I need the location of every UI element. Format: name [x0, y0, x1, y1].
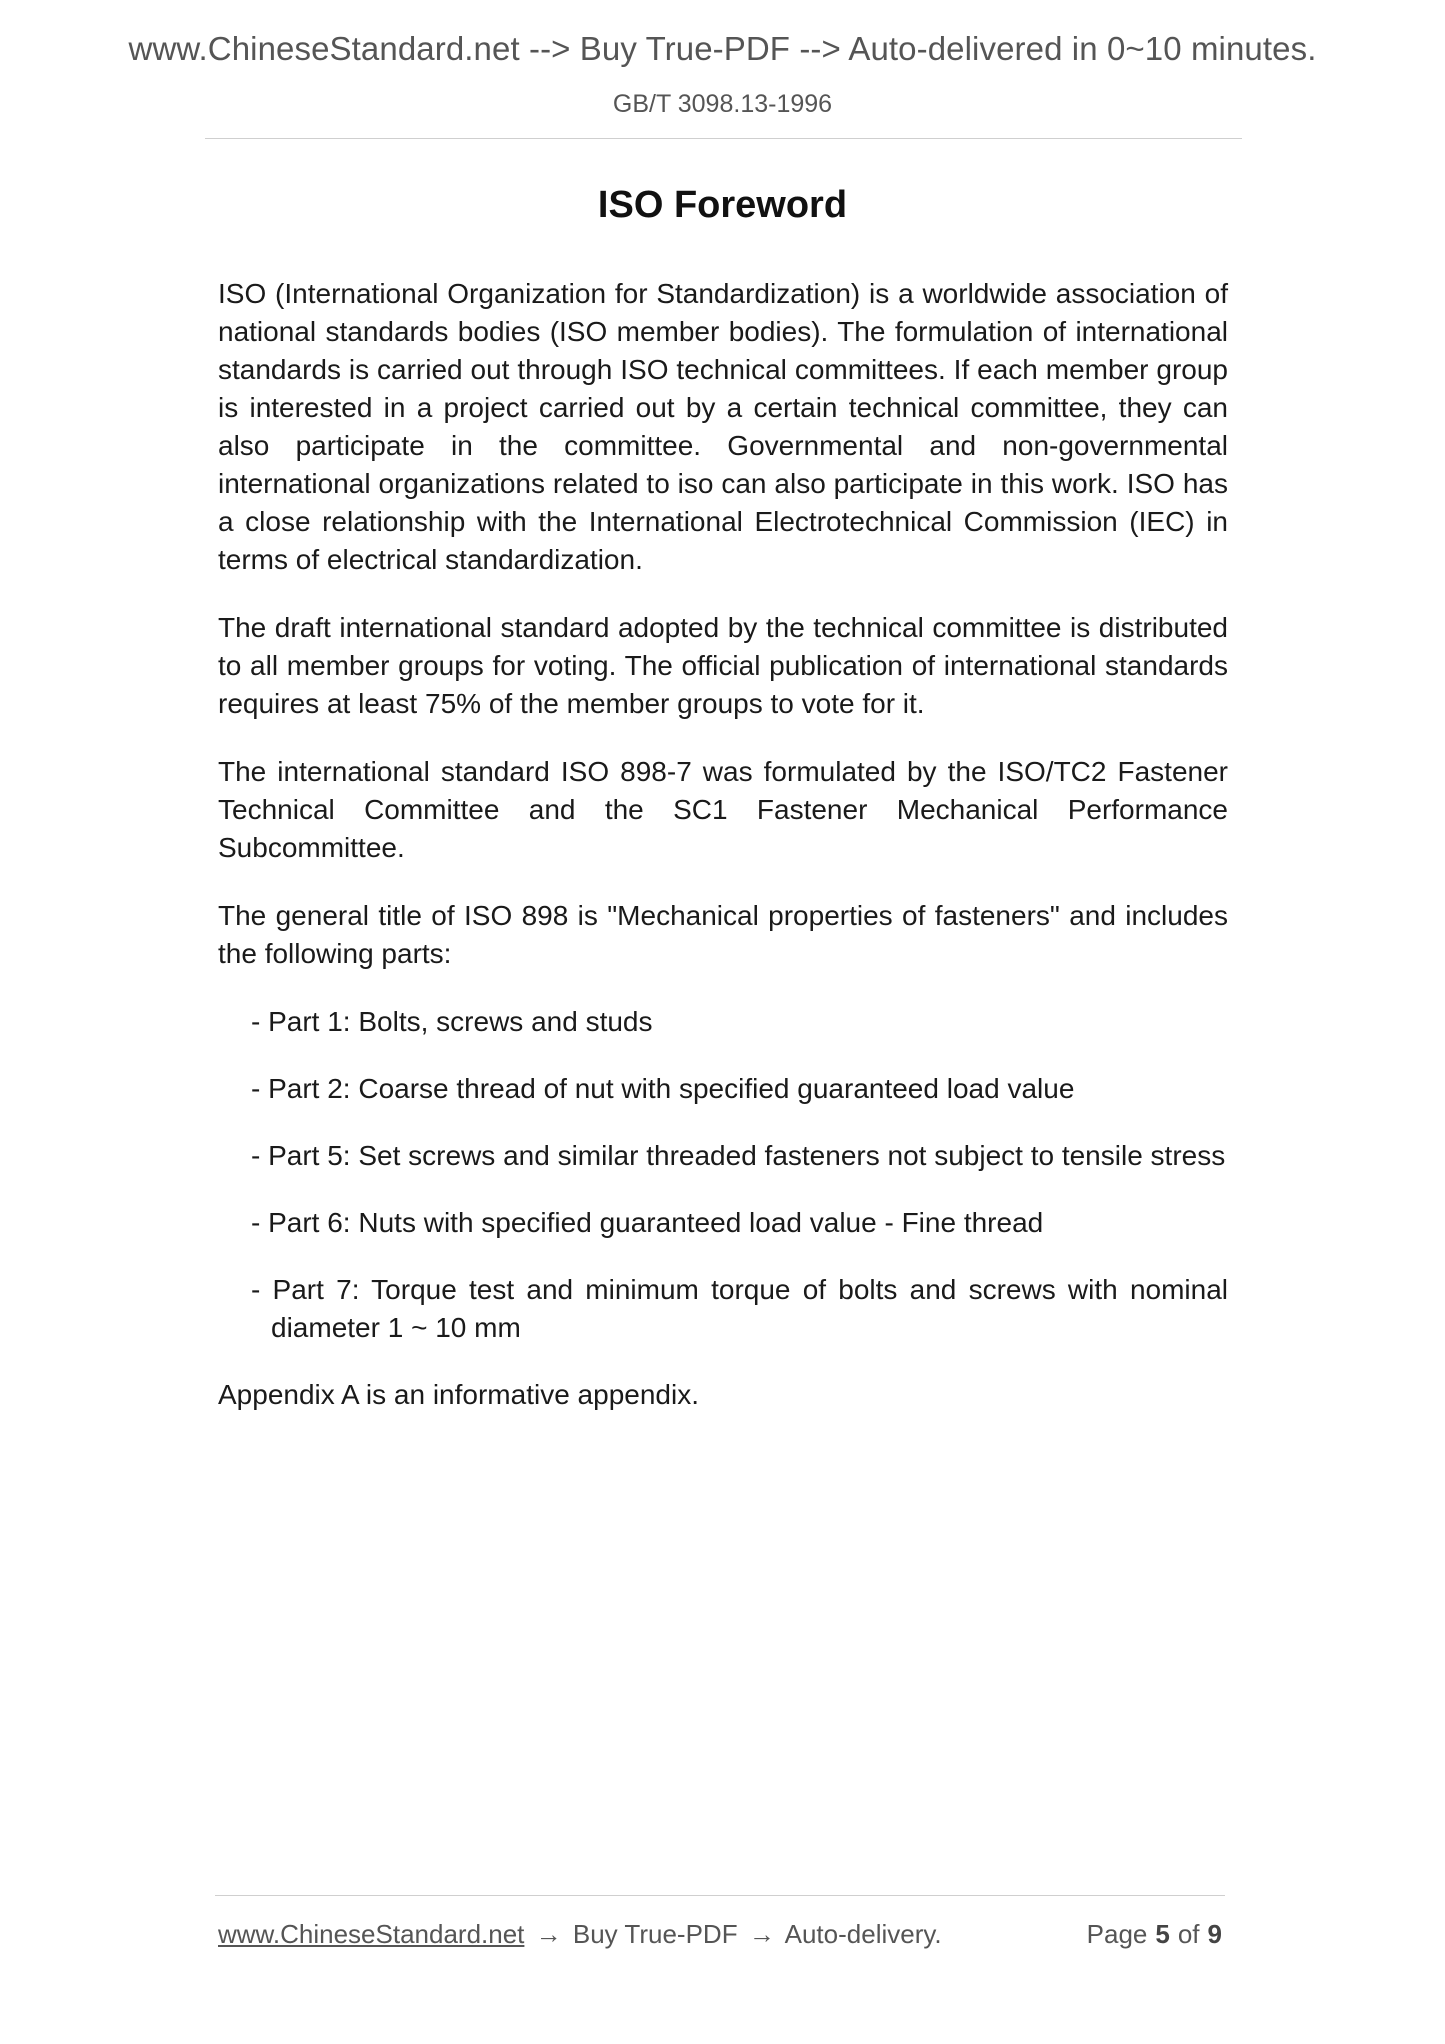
list-item-part-7: - Part 7: Torque test and minimum torque of bolts and screws with nominal diameter 1 ~ 10 mm [251, 1274, 1228, 1343]
document-body [218, 275, 1228, 1444]
paragraph-voting: The draft international standard adopted by the technical committee is distributed to all member groups for voting. The official publication of international standards requires at least 75% of the member groups to vote for it. [218, 612, 1228, 719]
list-item-part-2: - Part 2: Coarse thread of nut with specified guaranteed load value [251, 1073, 1075, 1104]
list-item-part-1: - Part 1: Bolts, screws and studs [251, 1006, 653, 1037]
page-label: Page [1086, 1919, 1148, 1949]
arrow-right-icon: → [535, 1919, 562, 1949]
footer-promo [218, 1919, 942, 1950]
top-banner[interactable]: www.ChineseStandard.net --> Buy True-PDF --> Auto-delivered in 0~10 minutes. [128, 30, 1317, 67]
list-item-part-6: - Part 6: Nuts with specified guaranteed load value - Fine thread [251, 1207, 1044, 1238]
footer-delivery-text: Auto-delivery. [784, 1919, 942, 1949]
document-code: GB/T 3098.13-1996 [612, 90, 833, 118]
paragraph-formulation: The international standard ISO 898-7 was formulated by the ISO/TC2 Fastener Technical Committee and the SC1 Fastener Mechanical Performance Subcommittee. [218, 756, 1228, 863]
page-footer [218, 1919, 1222, 1950]
footer-site-link[interactable]: www.ChineseStandard.net [218, 1919, 525, 1949]
of-label: of [1177, 1919, 1200, 1949]
paragraph-appendix: Appendix A is an informative appendix. [218, 1379, 699, 1410]
footer-buy-text: Buy True-PDF [572, 1919, 738, 1949]
page-total: 9 [1207, 1919, 1222, 1949]
paragraph-general-title: The general title of ISO 898 is "Mechanical properties of fasteners" and includes the following parts: [218, 900, 1228, 969]
parts-list [218, 1003, 1228, 1347]
paragraph-iso-intro: ISO (International Organization for Standardization) is a worldwide association of national standards bodies (ISO member bodies). The formulation of international standards is carried out through ISO technical committees. If each member group is interested in a project carried out by a certain technical committee, they can also participate in the committee. Governmental and non-governmental international organizations related to iso can also participate in this work. ISO has a close relationship with the International Electrotechnical Commission (IEC) in terms of electrical standardization. [218, 278, 1228, 575]
header-divider [205, 138, 1242, 139]
footer-divider [215, 1895, 1225, 1896]
arrow-right-icon: → [748, 1919, 775, 1949]
list-item-part-5: - Part 5: Set screws and similar threaded fasteners not subject to tensile stress [251, 1140, 1226, 1171]
page-current: 5 [1155, 1919, 1170, 1949]
page-number [1087, 1919, 1222, 1950]
page-title: ISO Foreword [597, 184, 848, 226]
